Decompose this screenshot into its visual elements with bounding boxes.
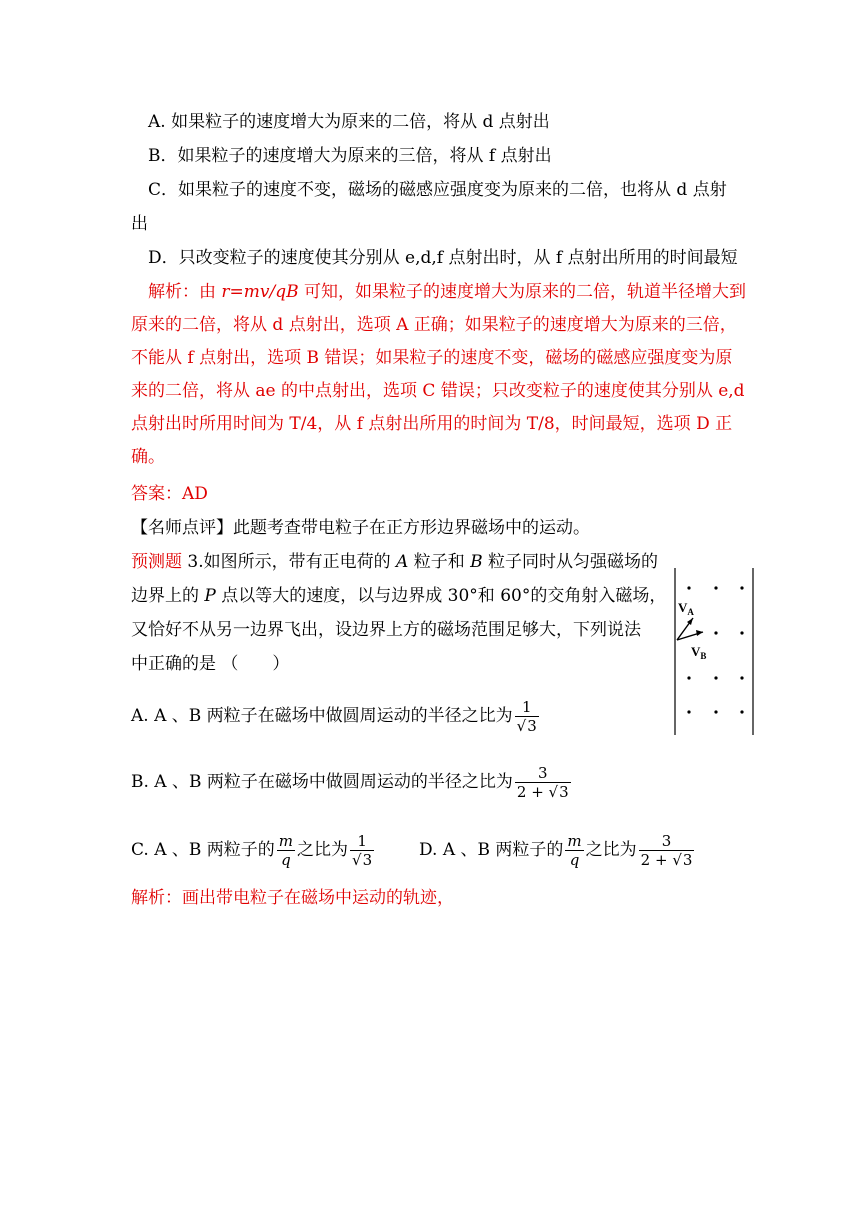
q3-option-a bbox=[131, 698, 541, 735]
ratio-fraction bbox=[515, 764, 571, 801]
q3-option-c-mid: 之比为 bbox=[297, 840, 349, 860]
analysis-prefix: 解析：由 bbox=[148, 282, 222, 302]
option-c-line2: 出 bbox=[131, 214, 148, 234]
answer: 答案：AD bbox=[131, 484, 208, 504]
question3-line4: 中正确的是 （ ） bbox=[131, 654, 290, 674]
sqrt-symbol: √ bbox=[548, 783, 559, 801]
analysis-line2: 原来的二倍，将从 d 点射出，选项 A 正确；如果粒子的速度增大为原来的三倍， bbox=[131, 315, 737, 335]
q3-option-b bbox=[131, 764, 573, 801]
q3-option-c-text: C. A 、B 两粒子的 bbox=[131, 840, 275, 860]
q3-text-b: 粒子和 bbox=[408, 552, 471, 572]
frac-den: q bbox=[569, 851, 580, 869]
q3-text-c: 粒子同时从匀强磁场的 bbox=[482, 552, 659, 572]
sqrt-radicand: 3 bbox=[682, 851, 693, 869]
q3-option-d-mid: 之比为 bbox=[585, 840, 637, 860]
sqrt-symbol: √ bbox=[352, 851, 362, 869]
frac-num: 3 bbox=[639, 832, 695, 851]
den-prefix: 2 + bbox=[516, 783, 549, 801]
analysis-formula: r=mv/qB bbox=[221, 282, 299, 302]
option-d: D．只改变粒子的速度使其分别从 e,d,f 点射出时，从 f 点射出所用的时间最短 bbox=[148, 248, 738, 268]
teacher-comment: 【名师点评】此题考查带电粒子在正方形边界磁场中的运动。 bbox=[131, 518, 590, 538]
analysis-line5: 点射出时所用时间为 T/4，从 f 点射出所用的时间为 T/8，时间最短，选项 D 正 bbox=[131, 414, 733, 434]
option-c-line1: C．如果粒子的速度不变，磁场的磁感应强度变为原来的二倍，也将从 d 点射 bbox=[148, 180, 727, 200]
q3-text-a: 3.如图所示，带有正电荷的 bbox=[182, 552, 397, 572]
analysis-line1 bbox=[148, 280, 746, 304]
ratio-fraction bbox=[350, 832, 374, 869]
velocity-a-label: $V_A$ bbox=[678, 600, 694, 617]
sqrt-symbol: √ bbox=[672, 851, 682, 869]
analysis-line3: 不能从 f 点射出，选项 B 错误；如果粒子的速度不变，磁场的磁感应强度变为原 bbox=[131, 348, 733, 368]
sqrt-radicand: 3 bbox=[559, 783, 569, 801]
frac-num: m bbox=[567, 832, 582, 850]
question3-line1 bbox=[131, 550, 658, 574]
question3-line3: 又恰好不从另一边界飞出，设边界上方的磁场范围足够大，下列说法 bbox=[131, 620, 641, 640]
ratio-fraction bbox=[639, 832, 695, 869]
frac-num: 1 bbox=[350, 832, 374, 851]
frac-num: m bbox=[278, 832, 294, 850]
frac-den bbox=[350, 851, 374, 869]
den-prefix: 2 + bbox=[640, 851, 673, 869]
option-b: B．如果粒子的速度增大为原来的三倍，将从 f 点射出 bbox=[148, 146, 552, 166]
magnetic-field-figure bbox=[665, 560, 765, 740]
q3-option-b-text: B. A 、B 两粒子在磁场中做圆周运动的半径之比为 bbox=[131, 772, 513, 792]
q3-option-a-text: A. A 、B 两粒子在磁场中做圆周运动的半径之比为 bbox=[131, 706, 513, 726]
mq-fraction bbox=[565, 832, 583, 869]
frac-den: q bbox=[281, 851, 291, 869]
frac-num: 3 bbox=[515, 764, 571, 783]
analysis-line4: 来的二倍，将从 ae 的中点射出，选项 C 错误；只改变粒子的速度使其分别从 e,d bbox=[131, 381, 745, 401]
question-label: 预测题 bbox=[131, 552, 182, 572]
ratio-fraction bbox=[515, 698, 539, 735]
frac-den bbox=[515, 717, 539, 735]
analysis-line6: 确。 bbox=[131, 447, 165, 467]
q3-l2-b: 点以等大的速度，以与边界成 30°和 60°的交角射入磁场， bbox=[215, 586, 667, 606]
frac-num: 1 bbox=[515, 698, 539, 717]
q3-option-d-text: D. A 、B 两粒子的 bbox=[419, 840, 564, 860]
analysis2: 解析：画出带电粒子在磁场中运动的轨迹， bbox=[131, 888, 454, 908]
sqrt-radicand: 3 bbox=[527, 717, 537, 735]
sqrt-symbol: √ bbox=[516, 717, 527, 735]
frac-den bbox=[515, 783, 571, 801]
q3-var-a: A bbox=[396, 552, 409, 572]
q3-option-c bbox=[131, 832, 376, 869]
mq-fraction bbox=[277, 832, 295, 869]
q3-var-b: B bbox=[470, 552, 483, 572]
question3-line2 bbox=[131, 584, 666, 608]
analysis-line1-rest: 可知，如果粒子的速度增大为原来的二倍，轨道半径增大到 bbox=[298, 282, 747, 302]
q3-option-d bbox=[419, 832, 696, 869]
option-a: A. 如果粒子的速度增大为原来的二倍，将从 d 点射出 bbox=[148, 112, 550, 132]
frac-den bbox=[639, 851, 695, 869]
q3-l2-a: 边界上的 bbox=[131, 586, 205, 606]
q3-var-p: P bbox=[204, 586, 216, 606]
sqrt-radicand: 3 bbox=[362, 851, 373, 869]
velocity-b-label: $V_B$ bbox=[691, 644, 707, 661]
